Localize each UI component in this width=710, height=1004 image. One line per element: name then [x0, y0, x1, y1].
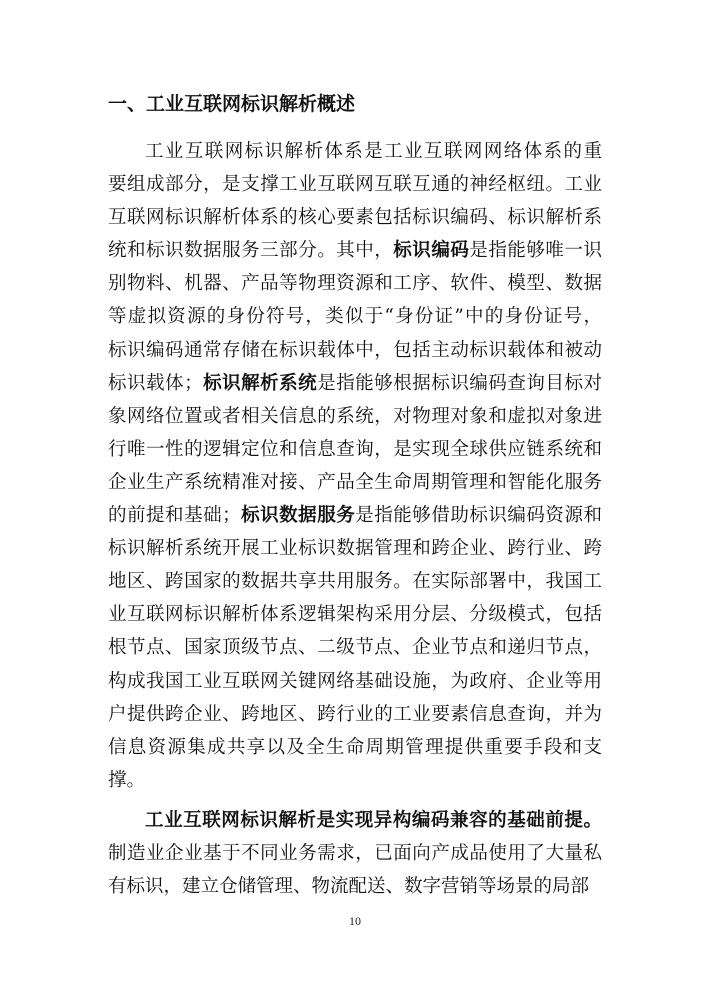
- text-run: 统和标识数据服务三部分。其中，: [108, 240, 394, 262]
- text-line: [108, 698, 602, 731]
- text-run: 地区、跨国家的数据共享共用服务。在实际部署中，我国工: [108, 571, 602, 593]
- text-line: [108, 804, 602, 837]
- text-run: 互联网标识解析体系的核心要素包括标识编码、标识解析系: [108, 207, 602, 229]
- text-run: 企业生产系统精准对接、产品全生命周期管理和智能化服务: [108, 471, 602, 493]
- bold-term: 标识数据服务: [240, 505, 356, 527]
- text-line: [108, 598, 602, 631]
- text-line: [108, 764, 602, 797]
- text-run: 信息资源集成共享以及全生命周期管理提供重要手段和支: [108, 736, 602, 758]
- page-number: 10: [349, 914, 361, 928]
- text-run: 要组成部分，是支撑工业互联网互联互通的神经枢纽。工业: [108, 174, 602, 196]
- text-run: 工业互联网标识解析体系是工业互联网网络体系的重: [145, 141, 602, 162]
- text-run: 户提供跨企业、跨地区、跨行业的工业要素信息查询，并为: [108, 703, 602, 725]
- text-run: 是指能够唯一识: [469, 240, 602, 262]
- bold-term: 标识编码: [393, 240, 470, 262]
- text-run: 标识解析系统开展工业标识数据管理和跨企业、跨行业、跨: [108, 538, 602, 560]
- text-line: [108, 168, 602, 201]
- text-line: [108, 234, 602, 267]
- text-run: 标识编码通常存储在标识载体中，包括主动标识载体和被动: [108, 339, 602, 361]
- text-line: [108, 400, 602, 433]
- text-line: [108, 367, 602, 400]
- text-line: [108, 135, 602, 168]
- paragraph-overview: [108, 135, 602, 797]
- text-line: [108, 433, 602, 466]
- text-run: 等虚拟资源的身份符号，类似于“身份证”中的身份证号，: [108, 306, 602, 328]
- text-line: [108, 267, 602, 300]
- text-line: [108, 565, 602, 598]
- text-run: 业互联网标识解析体系逻辑架构采用分层、分级模式，包括: [108, 604, 602, 626]
- text-line: [108, 300, 602, 333]
- text-line: [108, 837, 602, 870]
- text-run: 有标识，建立仓储管理、物流配送、数字营销等场景的局部: [108, 876, 590, 898]
- text-line: [108, 731, 602, 764]
- text-run: 象网络位置或者相关信息的系统，对物理对象和虚拟对象进: [108, 405, 602, 427]
- text-line: [108, 466, 602, 499]
- text-run: 标识载体；: [108, 372, 203, 394]
- text-line: [108, 334, 602, 367]
- text-run: 别物料、机器、产品等物理资源和工序、软件、模型、数据: [108, 273, 602, 295]
- bold-term: 标识解析系统: [202, 372, 318, 394]
- section-heading: 一、工业互联网标识解析概述: [108, 93, 356, 115]
- text-line: [108, 665, 602, 698]
- text-line: [108, 499, 602, 532]
- text-line: [108, 870, 602, 903]
- bold-term: 工业互联网标识解析是实现异构编码兼容的基础前提。: [145, 810, 602, 831]
- text-run: 是指能够借助标识编码资源和: [355, 505, 602, 527]
- paragraph-heterogeneous-coding: [108, 804, 602, 903]
- text-run: 构成我国工业互联网关键网络基础设施，为政府、企业等用: [108, 670, 602, 692]
- text-run: 根节点、国家顶级节点、二级节点、企业节点和递归节点，: [108, 637, 602, 659]
- text-line: [108, 532, 602, 565]
- text-run: 行唯一性的逻辑定位和信息查询，是实现全球供应链系统和: [108, 438, 602, 460]
- text-run: 的前提和基础；: [108, 505, 241, 527]
- text-run: 制造业企业基于不同业务需求，已面向产成品使用了大量私: [108, 843, 602, 865]
- text-run: 撑。: [108, 769, 146, 791]
- text-run: 是指能够根据标识编码查询目标对: [317, 372, 602, 394]
- text-line: [108, 631, 602, 664]
- text-line: [108, 201, 602, 234]
